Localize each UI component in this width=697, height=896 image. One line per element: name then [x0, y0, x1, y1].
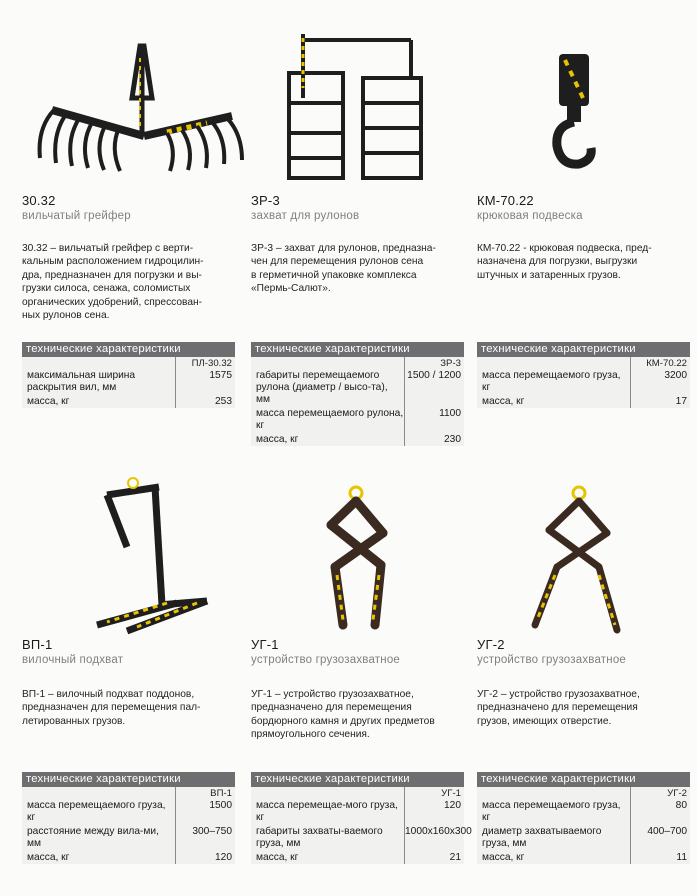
product-subtitle: устройство грузозахватное [251, 654, 401, 666]
spec-header: технические характеристики [251, 772, 464, 787]
spec-table [22, 772, 235, 866]
spec-label: масса, кг [256, 852, 299, 863]
spec-row [477, 370, 690, 394]
spec-label: масса, кг [27, 852, 70, 863]
spec-row [251, 408, 464, 432]
spec-value: 80 [675, 800, 687, 811]
spec-value: 1100 [439, 408, 461, 419]
product-subtitle: захват для рулонов [251, 210, 360, 222]
spec-value: 1500 / 1200 [407, 370, 461, 381]
spec-value: 1000x160x300 [405, 826, 472, 837]
spec-row [251, 826, 472, 850]
spec-row [477, 396, 690, 408]
product-description: ЗР-3 – захват для рулонов, предназна- чен для перемещения рулонов сена в герметичной упаковке комплекса «Пермь-Салют». [251, 243, 436, 295]
product-model: 30.32 [22, 193, 56, 208]
spec-model: ПЛ-30.32 [191, 358, 232, 369]
spec-row [22, 852, 235, 864]
spec-row [251, 370, 464, 406]
spec-value: 21 [449, 852, 461, 863]
product-model: ВП-1 [22, 637, 53, 652]
spec-row [477, 852, 690, 864]
product-model: ЗР-3 [251, 193, 280, 208]
product-model: КМ-70.22 [477, 193, 534, 208]
spec-row [22, 826, 235, 850]
fork-grab-icon [32, 38, 257, 173]
product-subtitle: крюковая подвеска [477, 210, 583, 222]
spec-label: габариты перемещаемого рулона (диаметр / высо-та), мм [256, 370, 388, 405]
product-subtitle: вильчатый грейфер [22, 210, 131, 222]
spec-label: масса перемещаемого рулона, кг [256, 408, 404, 431]
spec-label: габариты захваты-ваемого груза, мм [256, 826, 383, 849]
spec-value: 400–700 [647, 826, 687, 837]
spec-label: масса перемещае-мого груза, кг [256, 800, 398, 823]
spec-value: 3200 [664, 370, 687, 381]
spec-header: технические характеристики [251, 342, 464, 357]
spec-label: расстояние между вила-ми, мм [27, 826, 159, 849]
product-description: КМ-70.22 - крюковая подвеска, пред- назначена для погрузки, выгрузки штучных и затаренных грузов. [477, 243, 652, 281]
spec-row [477, 800, 690, 824]
spec-label: масса перемещаемого груза, кг [482, 370, 621, 393]
spec-model: ЗР-3 [440, 358, 461, 369]
spec-row [251, 434, 464, 446]
product-description: 30.32 – вильчатый грейфер с верти- кальным расположением гидроцилин- дра, предназначен для погрузки и вы- грузки силоса, сенажа, соломистых органических удобрений, спрессован- ных рулонов сена. [22, 243, 204, 322]
spec-label: масса, кг [27, 396, 70, 407]
spec-label: масса, кг [482, 852, 525, 863]
spec-row [251, 852, 464, 864]
product-description: ВП-1 – вилочный подхват поддонов, предназначен для перемещения пал- летированных грузов. [22, 689, 201, 727]
spec-body [251, 787, 472, 864]
scissor-lift-icon [527, 485, 627, 635]
spec-table [251, 772, 472, 866]
spec-label: диаметр захватываемого груза, мм [482, 826, 602, 849]
spec-value: 120 [215, 852, 232, 863]
crane-hook-icon [545, 48, 605, 173]
spec-row [22, 800, 235, 824]
spec-body [251, 357, 464, 446]
spec-model: КМ-70.22 [646, 358, 687, 369]
spec-label: максимальная ширина раскрытия вил, мм [27, 370, 136, 393]
spec-value: 120 [444, 800, 461, 811]
product-subtitle: устройство грузозахватное [477, 654, 627, 666]
spec-value: 300–750 [192, 826, 232, 837]
spec-row [477, 826, 690, 850]
spec-value: 253 [215, 396, 232, 407]
spec-header: технические характеристики [477, 772, 690, 787]
spec-label: масса перемещаемого груза, кг [27, 800, 166, 823]
spec-value: 1575 [209, 370, 232, 381]
scissor-clamp-icon [321, 485, 401, 635]
product-description: УГ-1 – устройство грузозахватное, предназначено для перемещения бордюрного камня и других предметов прямоугольного сечения. [251, 689, 435, 741]
spec-label: масса, кг [482, 396, 525, 407]
spec-model: УГ-2 [667, 788, 687, 799]
spec-row [22, 396, 235, 408]
spec-table [251, 342, 464, 448]
product-description: УГ-2 – устройство грузозахватное, предназначено для перемещения грузов, имеющих отверстие. [477, 689, 640, 727]
spec-row [251, 800, 464, 824]
spec-label: масса, кг [256, 434, 299, 445]
spec-body [477, 357, 690, 408]
spec-table [477, 342, 690, 410]
product-model: УГ-1 [251, 637, 279, 652]
roll-clamp-icon [281, 28, 431, 183]
spec-value: 17 [675, 396, 687, 407]
product-model: УГ-2 [477, 637, 505, 652]
spec-row [22, 370, 235, 394]
product-subtitle: вилочный подхват [22, 654, 124, 666]
spec-header: технические характеристики [22, 772, 235, 787]
spec-header: технические характеристики [22, 342, 235, 357]
spec-value: 1500 [209, 800, 232, 811]
spec-header: технические характеристики [477, 342, 690, 357]
spec-value: 11 [676, 852, 687, 863]
spec-body [477, 787, 690, 864]
spec-label: масса перемещаемого груза, кг [482, 800, 621, 823]
spec-table [22, 342, 235, 410]
spec-body [22, 787, 235, 864]
pallet-fork-icon [67, 467, 237, 637]
spec-body [22, 357, 235, 408]
spec-table [477, 772, 690, 866]
spec-value: 230 [444, 434, 461, 445]
spec-model: ВП-1 [210, 788, 232, 799]
spec-model: УГ-1 [441, 788, 461, 799]
